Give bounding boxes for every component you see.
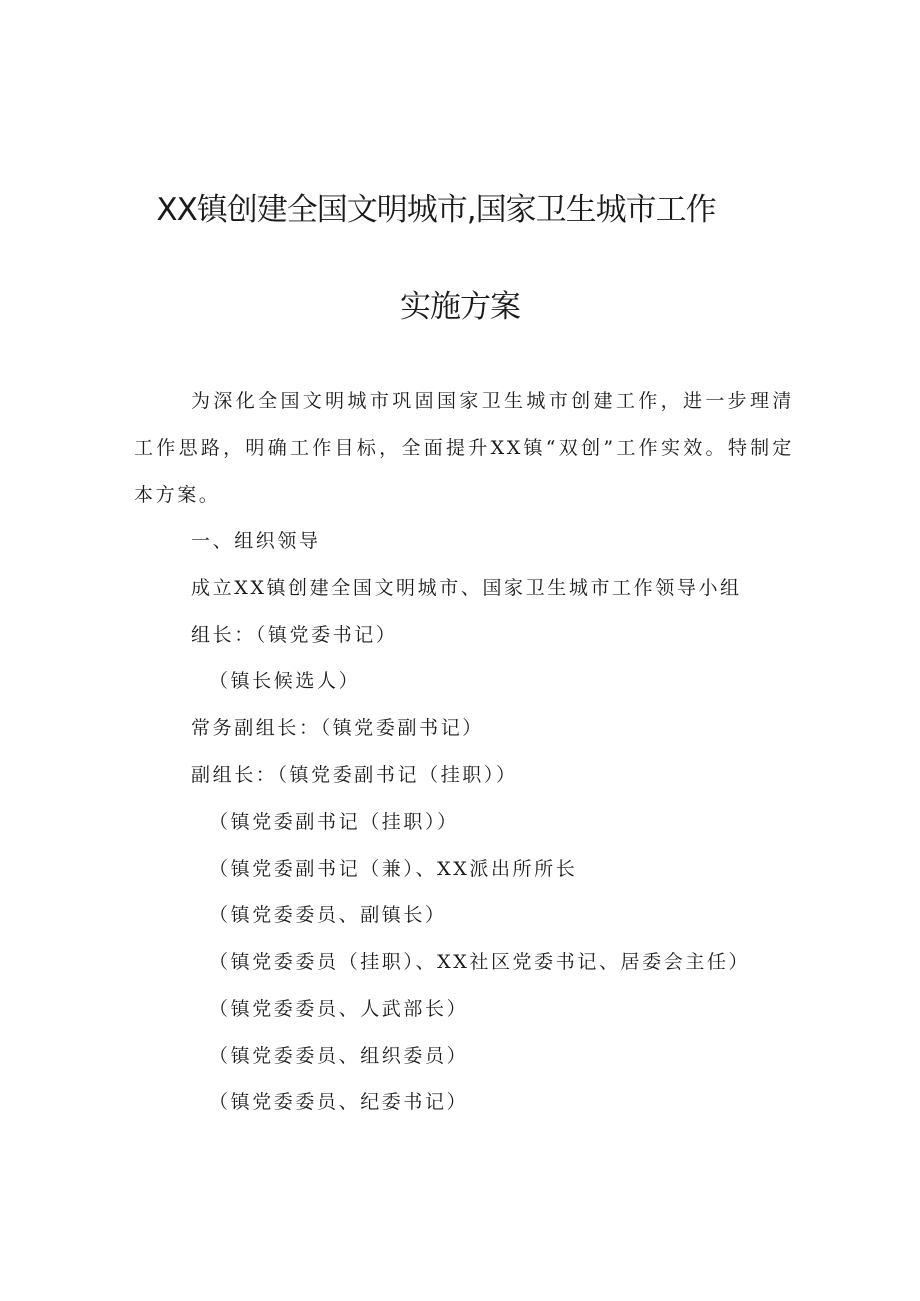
section-heading: 一、组织领导 bbox=[191, 530, 321, 552]
member-line: （镇党委委员、组织委员） bbox=[209, 1045, 469, 1067]
member-line: （镇党委委员（挂职）、XX社区党委书记、居委会主任） bbox=[209, 951, 751, 973]
member-line: （镇党委副书记（挂职）） bbox=[209, 811, 459, 833]
member-line: （镇党委副书记（兼）、XX派出所所长 bbox=[209, 858, 578, 880]
group-intro-line: 成立XX镇创建全国文明城市、国家卫生城市工作领导小组 bbox=[191, 577, 742, 599]
member-line: 常务副组长：（镇党委副书记） bbox=[191, 717, 484, 739]
member-line: 副组长：（镇党委副书记（挂职）） bbox=[191, 764, 518, 786]
member-line: （镇党委委员、副镇长） bbox=[209, 904, 447, 926]
member-line: （镇长候选人） bbox=[209, 670, 361, 692]
intro-paragraph: 为深化全国文明城市巩固国家卫生城市创建工作，进一步理清工作思路，明确工作目标，全面提升XX镇“双创”工作实效。特制定本方案。 bbox=[134, 390, 794, 506]
document-title-line-2: 实施方案 bbox=[400, 289, 520, 325]
member-line: （镇党委委员、纪委书记） bbox=[209, 1091, 469, 1113]
document-title-line-1: XX镇创建全国文明城市,国家卫生城市工作 bbox=[156, 192, 716, 228]
member-line: （镇党委委员、人武部长） bbox=[209, 998, 469, 1020]
member-line: 组长：（镇党委书记） bbox=[191, 624, 398, 646]
